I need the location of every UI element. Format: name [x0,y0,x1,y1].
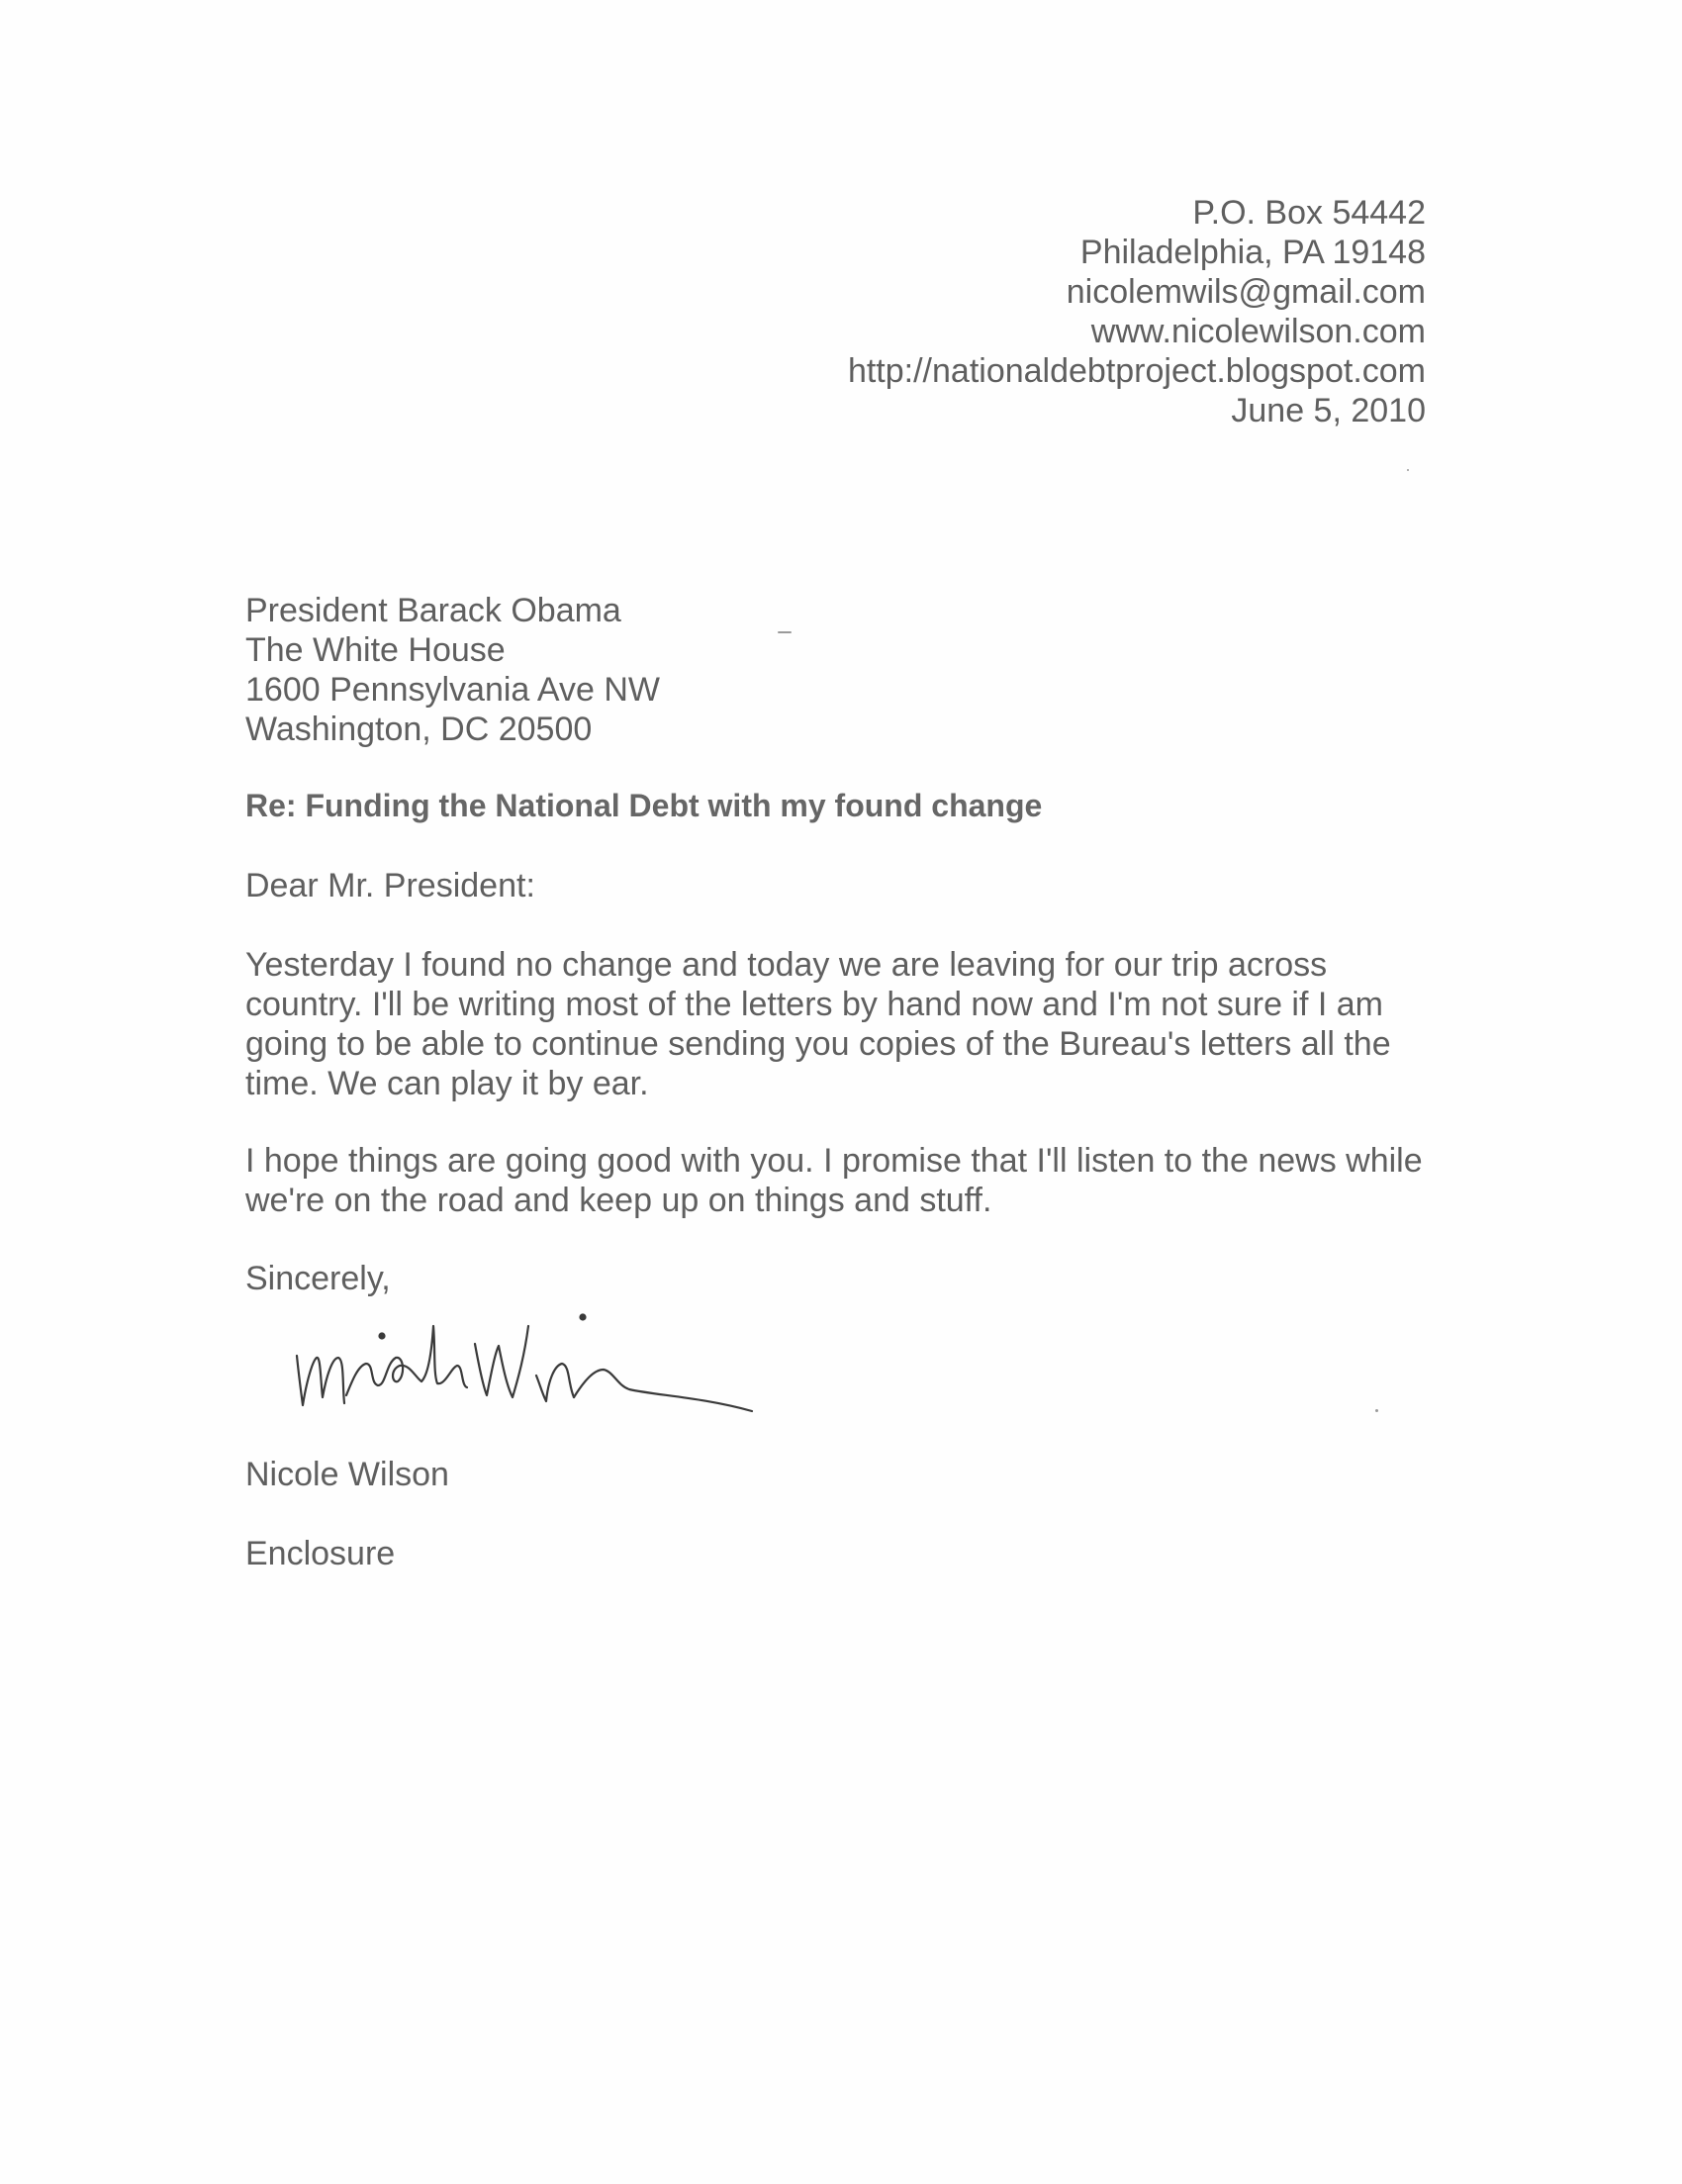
body-paragraph-1-line: going to be able to continue sending you copies of the Bureau's letters all the [245,1025,1391,1063]
body-paragraph-1 [245,945,1452,1103]
body-paragraph-1-line: Yesterday I found no change and today we are leaving for our trip across [245,946,1328,984]
signature-stroke-il [536,1364,574,1401]
recipient-city-state-zip: Washington, DC 20500 [245,711,593,748]
signer-name: Nicole Wilson [245,1456,449,1493]
body-paragraph-2 [245,1141,1452,1220]
enclosure-note: Enclosure [245,1535,396,1572]
recipient-name: President Barack Obama [245,592,621,629]
letter-date: June 5, 2010 [1231,392,1426,429]
signature-dot-1 [380,1334,385,1339]
subject-line: Re: Funding the National Debt with my found change [245,788,1043,823]
signature-strokes [297,1315,752,1412]
sender-website: www.nicolewilson.com [1090,313,1426,350]
body-paragraph-2-line: we're on the road and keep up on things and stuff. [245,1182,992,1219]
recipient-address-block [245,591,660,749]
body-paragraph-1-line: country. I'll be writing most of the letters by hand now and I'm not sure if I am [245,986,1383,1023]
scan-speck [1407,469,1409,471]
recipient-street: 1600 Pennsylvania Ave NW [245,671,660,709]
body-paragraph-2-line: I hope things are going good with you. I promise that I'll listen to the news while [245,1142,1423,1180]
signature-stroke-m [297,1356,344,1405]
sender-city-state-zip: Philadelphia, PA 19148 [1079,234,1426,271]
sender-po-box: P.O. Box 54442 [1192,194,1426,232]
scan-speck [778,631,792,633]
closing: Sincerely, [245,1260,391,1297]
signature-dot-2 [581,1315,586,1320]
salutation: Dear Mr. President: [245,867,535,904]
sender-blog-url: http://nationaldebtproject.blogspot.com [847,352,1426,390]
signature-stroke-w [475,1326,528,1397]
sender-email: nicolemwils@gmail.com [1066,273,1426,311]
sender-address-block [848,193,1426,430]
signature-stroke-ol [421,1326,467,1387]
body-paragraph-1-line: time. We can play it by ear. [245,1065,649,1102]
scan-speck [1375,1409,1378,1412]
signature-stroke-ic [346,1358,421,1395]
recipient-organization: The White House [245,631,506,669]
handwritten-signature [287,1286,772,1435]
signature-stroke-tail [574,1370,752,1411]
